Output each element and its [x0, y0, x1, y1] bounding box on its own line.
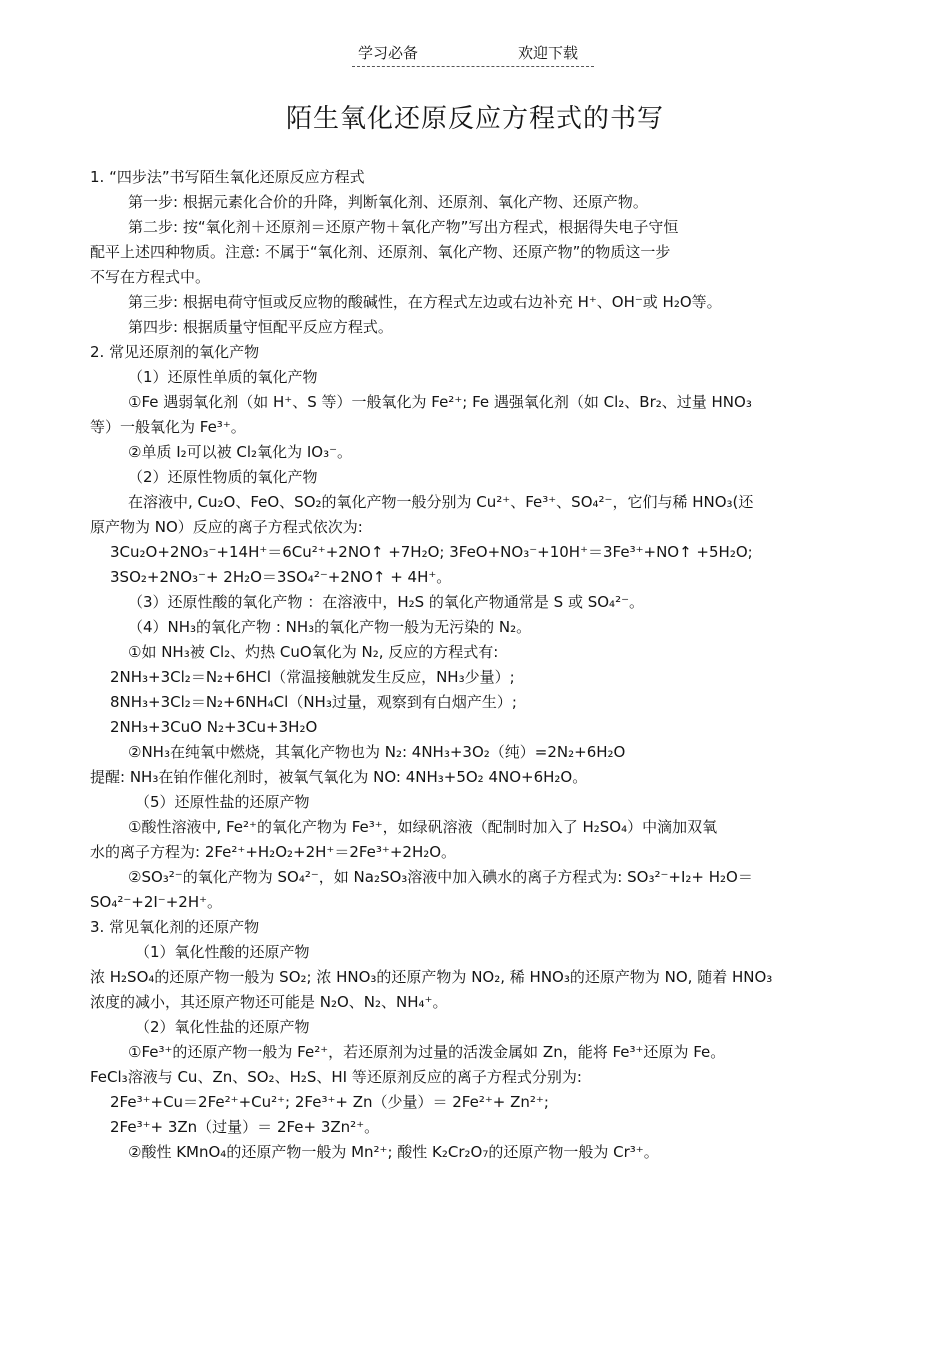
- text-line: 2NH₃+3Cl₂＝N₂+6HCl（常温接触就发生反应，NH₃少量）;: [110, 668, 515, 686]
- text-line: 3SO₂+2NO₃⁻+ 2H₂O＝3SO₄²⁻+2NO↑ + 4H⁺。: [110, 568, 452, 586]
- text-line: ①Fe³⁺的还原产物一般为 Fe²⁺，若还原剂为过量的活泼金属如 Zn，能将 Fe³⁺还原为 Fe。: [128, 1043, 726, 1061]
- text-line: 2Fe³⁺+Cu＝2Fe²⁺+Cu²⁺; 2Fe³⁺+ Zn（少量）＝ 2Fe²⁺+ Zn²⁺;: [110, 1093, 549, 1111]
- text-line: 1. “四步法”书写陌生氧化还原反应方程式: [90, 168, 365, 186]
- text-line: ②单质 I₂可以被 Cl₂氧化为 IO₃⁻。: [128, 443, 353, 461]
- text-line: 配平上述四种物质。注意: 不属于“氧化剂、还原剂、氧化产物、还原产物”的物质这一步: [90, 243, 671, 261]
- text-line: （1）还原性单质的氧化产物: [128, 368, 318, 386]
- text-line: 不写在方程式中。: [90, 268, 211, 286]
- text-line: 3. 常见氧化剂的还原产物: [90, 918, 260, 936]
- text-line: （2）还原性物质的氧化产物: [128, 468, 318, 486]
- text-line: 水的离子方程为: 2Fe²⁺+H₂O₂+2H⁺＝2Fe³⁺+2H₂O。: [90, 843, 457, 861]
- text-line: 2Fe³⁺+ 3Zn（过量）＝ 2Fe+ 3Zn²⁺。: [110, 1118, 380, 1136]
- text-line: 第四步: 根据质量守恒配平反应方程式。: [128, 318, 393, 336]
- text-line: 浓 H₂SO₄的还原产物一般为 SO₂; 浓 HNO₃的还原产物为 NO₂, 稀 HNO₃的还原产物为 NO, 随着 HNO₃: [90, 968, 773, 986]
- text-line: 第三步: 根据电荷守恒或反应物的酸碱性，在方程式左边或右边补充 H⁺、OH⁻或 H₂O等。: [128, 293, 722, 311]
- text-line: （5）还原性盐的还原产物: [135, 793, 310, 811]
- text-line: ②NH₃在纯氧中燃烧，其氧化产物也为 N₂: 4NH₃+3O₂（纯）=2N₂+6H₂O: [128, 743, 626, 761]
- text-line: 第二步: 按“氧化剂＋还原剂＝还原产物＋氧化产物”写出方程式，根据得失电子守恒: [128, 218, 679, 236]
- text-line: SO₄²⁻+2I⁻+2H⁺。: [90, 893, 223, 911]
- text-line: FeCl₃溶液与 Cu、Zn、SO₂、H₂S、HI 等还原剂反应的离子方程式分别为:: [90, 1068, 582, 1086]
- text-line: ②SO₃²⁻的氧化产物为 SO₄²⁻，如 Na₂SO₃溶液中加入碘水的离子方程式为: SO₃²⁻+I₂+ H₂O＝: [128, 868, 753, 886]
- header-left-text: 学习必备: [358, 44, 419, 62]
- text-line: 原产物为 NO）反应的离子方程式依次为:: [90, 518, 363, 536]
- text-line: ①Fe 遇弱氧化剂（如 H⁺、S 等）一般氧化为 Fe²⁺; Fe 遇强氧化剂（如 Cl₂、Br₂、过量 HNO₃: [128, 393, 752, 411]
- text-line: 2NH₃+3CuO N₂+3Cu+3H₂O: [110, 718, 318, 736]
- text-line: （1）氧化性酸的还原产物: [135, 943, 310, 961]
- text-line: 8NH₃+3Cl₂＝N₂+6NH₄Cl（NH₃过量，观察到有白烟产生）;: [110, 693, 517, 711]
- text-line: 等）一般氧化为 Fe³⁺。: [90, 418, 246, 436]
- text-line: 2. 常见还原剂的氧化产物: [90, 343, 260, 361]
- text-line: （2）氧化性盐的还原产物: [135, 1018, 310, 1036]
- text-line: 浓度的减小，其还原产物还可能是 N₂O、N₂、NH₄⁺。: [90, 993, 448, 1011]
- text-line: （4）NH₃的氧化产物 : NH₃的氧化产物一般为无污染的 N₂。: [128, 618, 532, 636]
- text-line: ①如 NH₃被 Cl₂、灼热 CuO氧化为 N₂, 反应的方程式有:: [128, 643, 499, 661]
- text-line: ②酸性 KMnO₄的还原产物一般为 Mn²⁺; 酸性 K₂Cr₂O₇的还原产物一般为 Cr³⁺。: [128, 1143, 659, 1161]
- text-line: 第一步: 根据元素化合价的升降，判断氧化剂、还原剂、氧化产物、还原产物。: [128, 193, 648, 211]
- document-title: 陌生氧化还原反应方程式的书写: [285, 104, 664, 134]
- text-line: 提醒: NH₃在铂作催化剂时，被氧气氧化为 NO: 4NH₃+5O₂ 4NO+6H₂O。: [90, 768, 588, 786]
- text-line: 3Cu₂O+2NO₃⁻+14H⁺＝6Cu²⁺+2NO↑ +7H₂O; 3FeO+NO₃⁻+10H⁺＝3Fe³⁺+NO↑ +5H₂O;: [110, 543, 753, 561]
- document-body: [90, 165, 870, 1165]
- text-line: ①酸性溶液中, Fe²⁺的氧化产物为 Fe³⁺，如绿矾溶液（配制时加入了 H₂SO₄）中滴加双氧: [128, 818, 718, 836]
- header-right-text: 欢迎下载: [518, 44, 579, 62]
- page-header: [352, 42, 594, 67]
- text-line: 在溶液中, Cu₂O、FeO、SO₂的氧化产物一般分别为 Cu²⁺、Fe³⁺、SO₄²⁻，它们与稀 HNO₃(还: [128, 493, 754, 511]
- text-line: （3）还原性酸的氧化产物 ：在溶液中，H₂S 的氧化产物通常是 S 或 SO₄²⁻。: [128, 593, 644, 611]
